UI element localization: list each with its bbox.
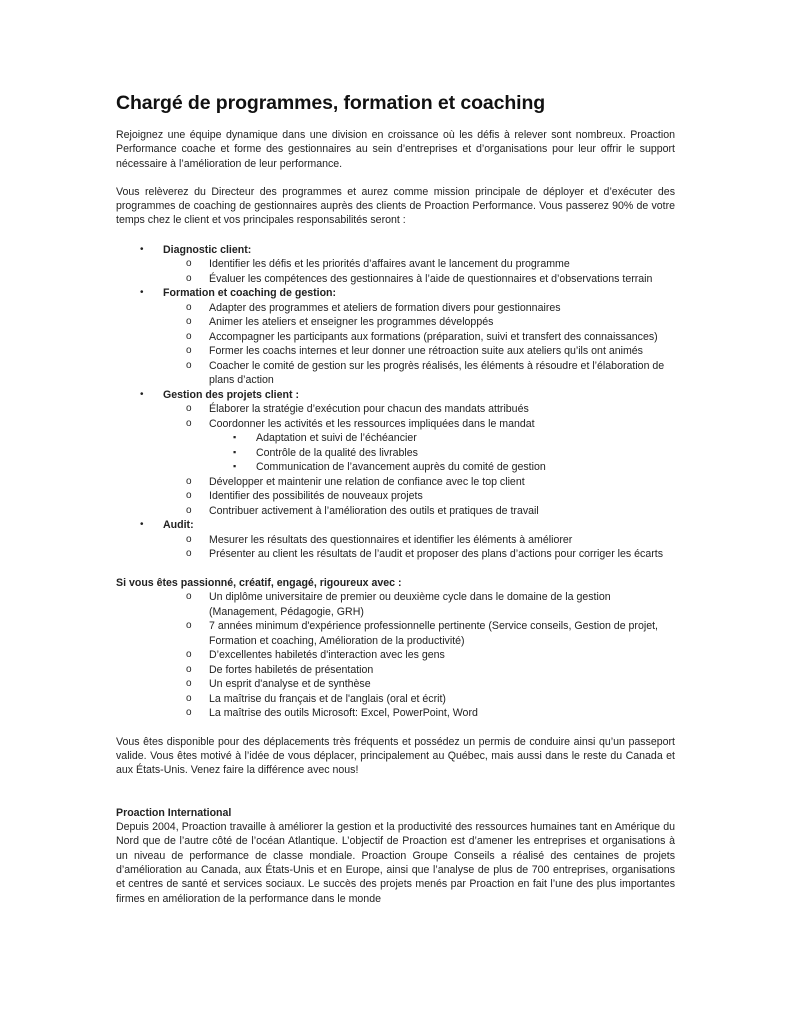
circle-bullet-icon: o xyxy=(186,301,192,313)
profile-item-text: 7 années minimum d'expérience professionnelle pertinente (Service conseils, Gestion de projet, Formation et coaching, Amélioration de la productivité) xyxy=(209,620,658,647)
profile-item xyxy=(116,706,675,721)
circle-bullet-icon: o xyxy=(186,403,192,415)
responsibilities-list xyxy=(116,243,675,562)
profile-list xyxy=(116,590,675,721)
circle-bullet-icon: o xyxy=(186,533,192,545)
list-item-text: Accompagner les participants aux formations (préparation, suivi et transfert des connaissances) xyxy=(209,330,658,343)
list-item xyxy=(116,344,675,359)
sub-list-item xyxy=(116,460,675,475)
circle-bullet-icon: o xyxy=(186,591,192,603)
list-item xyxy=(116,301,675,316)
list-item-text: Présenter au client les résultats de l’audit et proposer des plans d’actions pour corriger les écarts xyxy=(209,548,664,561)
list-item-text: Mesurer les résultats des questionnaires et identifier les éléments à améliorer xyxy=(209,533,573,546)
profile-item xyxy=(116,663,675,678)
company-paragraph: Depuis 2004, Proaction travaille à améliorer la gestion et la productivité des ressources humaines tant en Amérique du Nord que de l’autre côté de l’océan Atlantique. L’objectif de Proaction est d’amener les entreprises et organisations à un niveau de performance de classe mondiale. Proaction Groupe Conseils a réalisé des centaines de projets d’amélioration au Canada, aux États-Unis et en Europe, ainsi que l’analyse de plus de 700 entreprises, organisations et centres de santé et services sociaux. Le succès des projets menés par Proaction en fait l’une des plus importantes firmes en amélioration de la performance dans le monde xyxy=(116,821,675,905)
circle-bullet-icon: o xyxy=(186,504,192,516)
list-item-text: Coacher le comité de gestion sur les progrès réalisés, les éléments à résoudre et l’élaboration de plans d’action xyxy=(209,359,665,387)
travel-paragraph: Vous êtes disponible pour des déplacements très fréquents et possédez un permis de conduire ainsi qu’un passeport valide. Vous êtes motivé à l’idée de vous déplacer, principalement au Québec, mais aussi dans le reste du Canada et aux États-Unis. Venez faire la différence avec nous! xyxy=(116,735,675,777)
circle-bullet-icon: o xyxy=(186,548,192,560)
circle-bullet-icon: o xyxy=(186,272,192,284)
list-item-text: Évaluer les compétences des gestionnaires à l’aide de questionnaires et d’observations terrain xyxy=(209,272,653,285)
profile-item xyxy=(116,648,675,663)
circle-bullet-icon: o xyxy=(186,316,192,328)
circle-bullet-icon: o xyxy=(186,359,192,371)
bullet-icon: • xyxy=(140,388,144,400)
list-item xyxy=(116,272,675,287)
list-item xyxy=(116,547,675,562)
intro-paragraph: Rejoignez une équipe dynamique dans une division en croissance où les défis à relever sont nombreux. Proaction Performance coache et forme des gestionnaires au sein d’entreprises et d’organisations pour leur offrir le support nécessaire à l’amélioration de leur performance. xyxy=(116,129,675,170)
square-bullet-icon: ▪ xyxy=(233,446,237,457)
list-item xyxy=(116,475,675,490)
profile-item xyxy=(116,692,675,707)
list-item-text: Identifier les défis et les priorités d’affaires avant le lancement du programme xyxy=(209,258,570,271)
mission-paragraph: Vous relèverez du Directeur des programmes et aurez comme mission principale de déployer et d’exécuter des programmes de coaching de gestionnaires auprès des clients de Proaction Performance. Vous passerez 90% de votre temps chez le client et vos principales responsabilités seront : xyxy=(116,185,675,227)
circle-bullet-icon: o xyxy=(186,620,192,632)
list-item-text: Animer les ateliers et enseigner les programmes développés xyxy=(209,316,494,329)
circle-bullet-icon: o xyxy=(186,692,192,704)
profile-item-text: La maîtrise du français et de l'anglais (oral et écrit) xyxy=(209,692,446,705)
list-item-text: Élaborer la stratégie d’exécution pour chacun des mandats attribués xyxy=(209,403,529,416)
sub-list-item xyxy=(116,446,675,461)
list-item-text: Développer et maintenir une relation de confiance avec le top client xyxy=(209,475,525,488)
section-heading: Gestion des projets client : xyxy=(163,388,299,401)
circle-bullet-icon: o xyxy=(186,475,192,487)
list-item xyxy=(116,533,675,548)
profile-item xyxy=(116,619,675,648)
square-bullet-icon: ▪ xyxy=(233,432,237,443)
list-item xyxy=(116,402,675,417)
list-item-text: Former les coachs internes et leur donner une rétroaction suite aux ateliers qu’ils ont animés xyxy=(209,345,643,358)
section-item xyxy=(116,243,675,258)
circle-bullet-icon: o xyxy=(186,258,192,270)
profile-item-text: La maîtrise des outils Microsoft: Excel, PowerPoint, Word xyxy=(209,707,478,720)
bullet-icon: • xyxy=(140,287,144,299)
profile-item-text: Un esprit d'analyse et de synthèse xyxy=(209,678,371,691)
list-item xyxy=(116,330,675,345)
page-title: Chargé de programmes, formation et coaching xyxy=(116,92,546,114)
circle-bullet-icon: o xyxy=(186,678,192,690)
section-item xyxy=(116,388,675,403)
profile-item-text: D’excellentes habiletés d'interaction avec les gens xyxy=(209,649,445,662)
list-item-text: Contribuer activement à l’amélioration des outils et pratiques de travail xyxy=(209,504,539,517)
list-item-text: Coordonner les activités et les ressources impliquées dans le mandat xyxy=(209,417,535,430)
circle-bullet-icon: o xyxy=(186,330,192,342)
list-item-text: Adapter des programmes et ateliers de formation divers pour gestionnaires xyxy=(209,301,561,314)
profile-item xyxy=(116,590,675,619)
list-item xyxy=(116,504,675,519)
circle-bullet-icon: o xyxy=(186,490,192,502)
sub-list-item xyxy=(116,431,675,446)
sub-list-item-text: Adaptation et suivi de l’échéancier xyxy=(256,432,417,445)
sub-list-item-text: Communication de l’avancement auprès du comité de gestion xyxy=(256,461,546,474)
profile-item xyxy=(116,677,675,692)
profile-item-text: Un diplôme universitaire de premier ou deuxième cycle dans le domaine de la gestion (Management, Pédagogie, GRH) xyxy=(209,591,611,618)
bullet-icon: • xyxy=(140,519,144,531)
bullet-icon: • xyxy=(140,243,144,255)
section-item xyxy=(116,286,675,301)
circle-bullet-icon: o xyxy=(186,649,192,661)
list-item xyxy=(116,489,675,504)
section-item xyxy=(116,518,675,533)
profile-heading: Si vous êtes passionné, créatif, engagé, rigoureux avec : xyxy=(116,576,402,589)
section-heading: Diagnostic client: xyxy=(163,243,252,256)
list-item xyxy=(116,417,675,432)
square-bullet-icon: ▪ xyxy=(233,461,237,472)
circle-bullet-icon: o xyxy=(186,663,192,675)
list-item-text: Identifier des possibilités de nouveaux projets xyxy=(209,490,423,503)
list-item xyxy=(116,257,675,272)
section-heading: Audit: xyxy=(163,519,194,532)
company-heading: Proaction International xyxy=(116,806,232,819)
list-item xyxy=(116,315,675,330)
section-heading: Formation et coaching de gestion: xyxy=(163,287,337,300)
circle-bullet-icon: o xyxy=(186,707,192,719)
circle-bullet-icon: o xyxy=(186,345,192,357)
list-item xyxy=(116,359,675,388)
profile-item-text: De fortes habiletés de présentation xyxy=(209,663,374,676)
sub-list-item-text: Contrôle de la qualité des livrables xyxy=(256,446,418,459)
circle-bullet-icon: o xyxy=(186,417,192,429)
